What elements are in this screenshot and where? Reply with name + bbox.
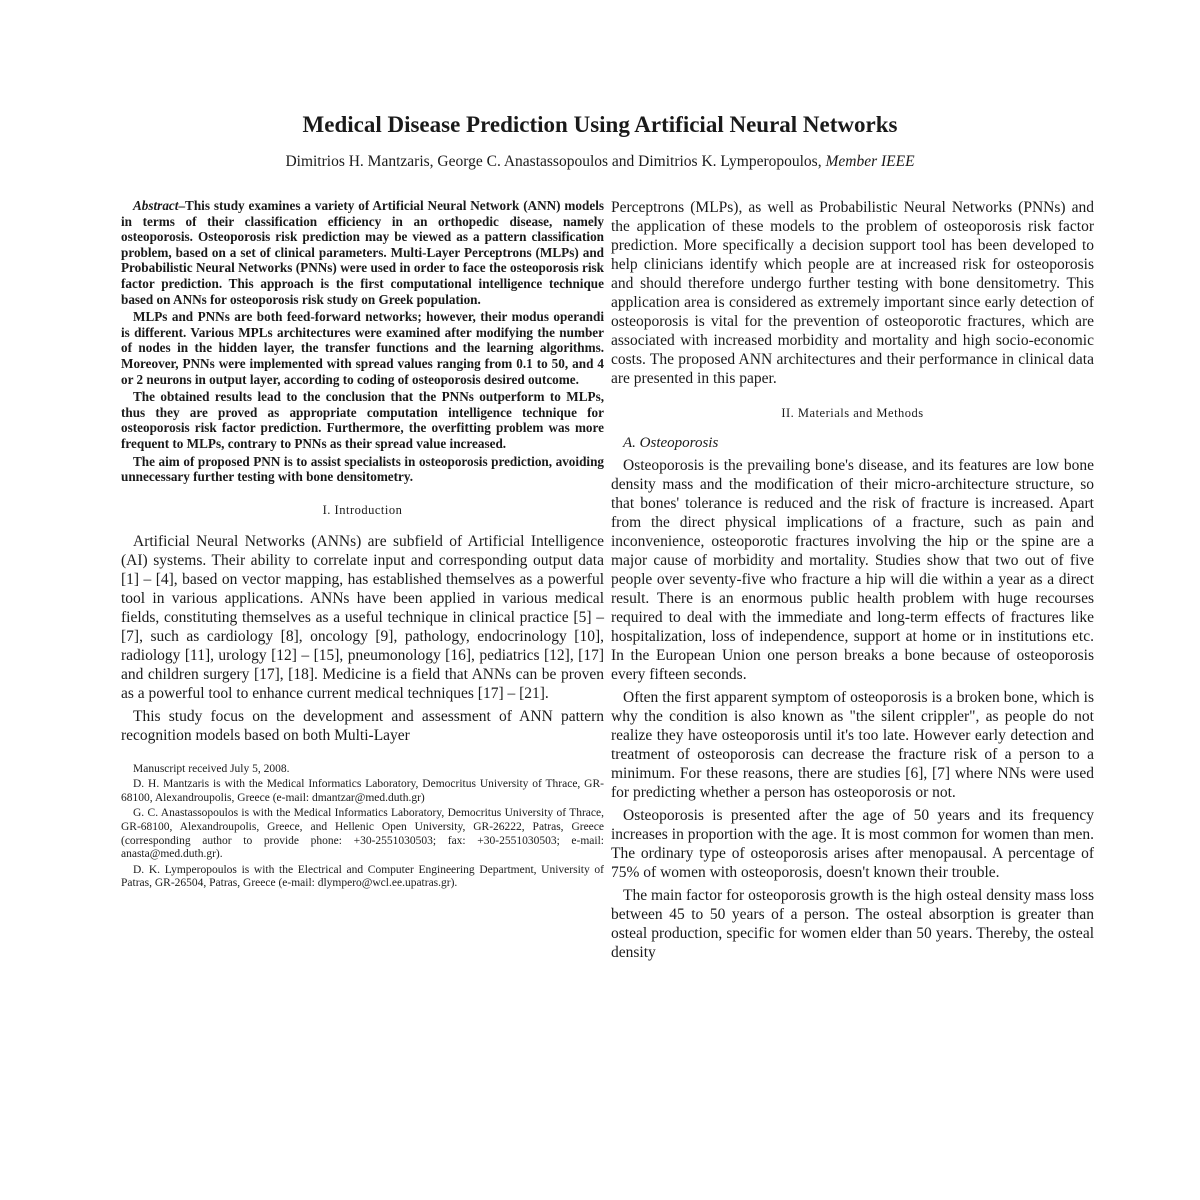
subsection-heading-osteoporosis: A. Osteoporosis: [623, 435, 719, 451]
abstract-paragraph-4: The aim of proposed PNN is to assist specialists in osteoporosis prediction, avoiding unnecessary further testing with bone densitometry.: [121, 453, 604, 485]
osteoporosis-paragraph-4: The main factor for osteoporosis growth is the high osteal density mass loss between 45 to 50 years of a person. The osteal absorption is greater than osteal production, specific for women elder than 50 years. Thereby, the osteal density: [611, 887, 1094, 961]
introduction-body: [121, 532, 604, 745]
paper-title: Medical Disease Prediction Using Artificial Neural Networks: [302, 112, 898, 137]
osteoporosis-paragraph-1: Osteoporosis is the prevailing bone's disease, and its features are low bone density mass and the modification of their micro-architecture structure, so that bones' tolerance is reduced and the risk of fracture is increased. Apart from the direct physical implications of a fracture, such as pain and inconvenience, osteoporotic fractures involving the hip or the spine are a major cause of morbidity and mortality. Studies show that two out of five people over seventy-five who fracture a hip will die within a year as a direct result. There is an enormous public health problem with huge recourses required to deal with the immediate and long-term effects of fractures like hospitalization, loss of independence, support at home or in institutions etc. In the European Union one person breaks a bone because of osteoporosis every fifteen seconds.: [611, 457, 1094, 683]
right-column: [611, 198, 1094, 966]
section-heading-introduction: I. Introduction: [322, 502, 403, 517]
footnote-author-1: D. H. Mantzaris is with the Medical Informatics Laboratory, Democritus University of Thrace, GR-68100, Alexandroupolis, Greece (e-mail: dmantzar@med.duth.gr): [121, 778, 604, 804]
abstract: [121, 198, 604, 485]
introduction-paragraph-continued: Perceptrons (MLPs), as well as Probabilistic Neural Networks (PNNs) and the application of these models to the problem of osteoporosis risk factor prediction. More specifically a decision support tool has been developed to help clinicians identify which people are at increased risk for osteoporosis and should therefore undergo further testing with bone densitometry. This application area is considered as extremely important since early detection of osteoporosis is vital for the prevention of osteoporotic fractures, which are associated with increased morbidity and mortality and high socio-economic costs. The proposed ANN architectures and their performance in clinical data are presented in this paper.: [611, 199, 1094, 387]
osteoporosis-paragraph-3: Osteoporosis is presented after the age of 50 years and its frequency increases in proportion with the age. It is most common for women than men. The ordinary type of osteoporosis arises after menopausal. A percentage of 75% of women with osteoporosis, doesn't known their trouble.: [611, 807, 1094, 881]
author-names: Dimitrios H. Mantzaris, George C. Anastassopoulos and Dimitrios K. Lymperopoulos,: [285, 153, 822, 170]
footnote-author-2: G. C. Anastassopoulos is with the Medical Informatics Laboratory, Democritus University of Thrace, GR-68100, Alexandroupolis, Greece, and Hellenic Open University, GR-26222, Patras, Greece (corresponding author to provide phone: +30-2551030503; fax: +30-2551030503; e-mail: anasta@med.duth.gr).: [121, 807, 604, 861]
left-column: [121, 198, 604, 893]
footnote-manuscript: Manuscript received July 5, 2008.: [133, 762, 290, 775]
section-heading-materials-methods: II. Materials and Methods: [781, 406, 924, 420]
footnote-author-3: D. K. Lymperopoulos is with the Electrical and Computer Engineering Department, University of Patras, GR-26504, Patras, Greece (e-mail: dlympero@wcl.ee.upatras.gr).: [121, 863, 604, 890]
abstract-label: Abstract: [133, 198, 179, 213]
introduction-paragraph-1: Artificial Neural Networks (ANNs) are subfield of Artificial Intelligence (AI) systems. Their ability to correlate input and corresponding output data [1] – [4], based on vector mapping, has established themselves as a powerful tool in various applications. ANNs have been applied in various medical fields, constituting themselves as a useful technique in clinical practice [5] – [7], such as cardiology [8], oncology [9], pathology, endocrinology [10], radiology [11], urology [12] – [15], pneumonology [16], pediatrics [12], [17] and children surgery [17], [18]. Medicine is a field that ANNs can be proven as a powerful tool to enhance current medical techniques [17] – [21].: [121, 532, 604, 702]
osteoporosis-paragraph-2: Often the first apparent symptom of osteoporosis is a broken bone, which is why the condition is also known as "the silent crippler", as people do not realize they have osteoporosis until it's too late. However early detection and treatment of osteoporosis can decrease the fracture risk of a person to a minimum. For these reasons, there are studies [6], [7] where NNs were used for predicting whether a person has osteoporosis or not.: [611, 689, 1094, 801]
osteoporosis-body: [611, 456, 1094, 962]
abstract-paragraph-1: [121, 198, 604, 307]
abstract-paragraph-2: MLPs and PNNs are both feed-forward networks; however, their modus operandi is different. Various MPLs architectures were examined after modifying the number of nodes in the hidden layer, the transfer functions and the learning algorithms. Moreover, PNNs were implemented with spread values ranging from 0.1 to 50, and 4 or 2 neurons in output layer, according to coding of osteoporosis desired outcome.: [121, 309, 604, 387]
author-line: [100, 153, 1100, 171]
author-affiliation: Member IEEE: [825, 153, 915, 170]
introduction-paragraph-2: This study focus on the development and assessment of ANN pattern recognition models based on both Multi-Layer: [121, 707, 604, 744]
abstract-text-1: –This study examines a variety of Artificial Neural Network (ANN) models in terms of their classification efficiency in an orthopedic disease, namely osteoporosis. Osteoporosis risk prediction may be viewed as a pattern classification problem, based on a set of clinical parameters. Multi-Layer Perceptrons (MLPs) and Probabilistic Neural Networks (PNNs) were used in order to face the osteoporosis risk factor prediction. This approach is the first computational intelligence technique based on ANNs for osteoporosis risk study on Greek population.: [121, 198, 604, 307]
abstract-paragraph-3: The obtained results lead to the conclusion that the PNNs outperform to MLPs, thus they are proved as appropriate computation intelligence technique for osteoporosis risk factor prediction. Furthermore, the overfitting problem was more frequent to MLPs, contrary to PNNs as their spread value increased.: [121, 389, 604, 451]
right-intro-body: [611, 198, 1094, 388]
footnotes: [121, 763, 604, 891]
